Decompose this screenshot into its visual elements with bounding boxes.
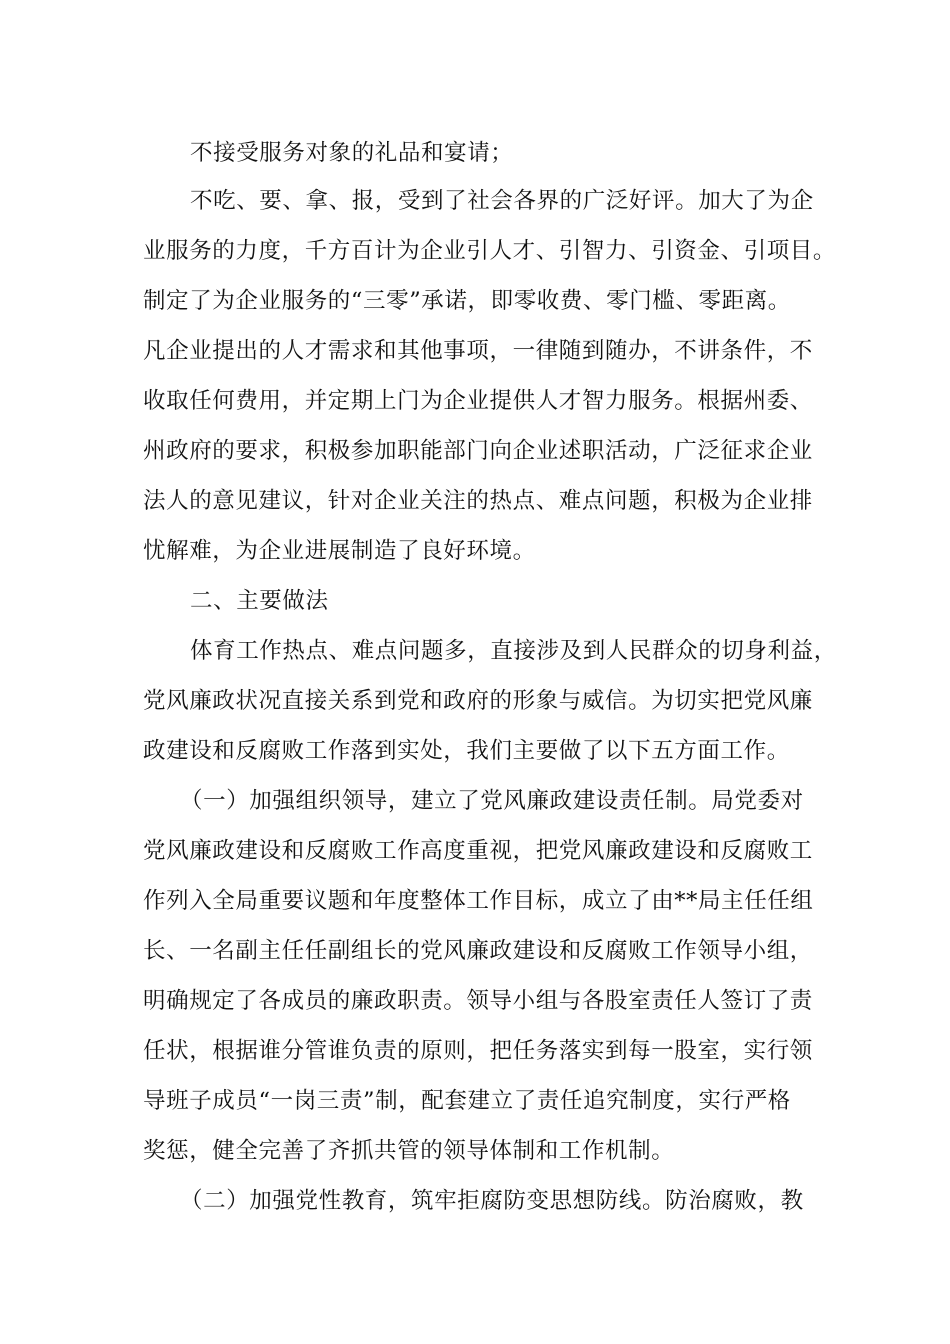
paragraph-line: 导班子成员“一岗三责”制，配套建立了责任追究制度，实行严格: [143, 1088, 791, 1114]
paragraph-line: 体育工作热点、难点问题多，直接涉及到人民群众的切身利益，: [190, 638, 837, 664]
paragraph-line: 奖惩，健全完善了齐抓共管的领导体制和工作机制。: [143, 1138, 675, 1164]
subsection-line: （二）加强党性教育，筑牢拒腐防变思想防线。防治腐败，教: [180, 1188, 804, 1214]
subsection-line: （一）加强组织领导，建立了党风廉政建设责任制。局党委对: [180, 788, 804, 814]
paragraph-line: 作列入全局重要议题和年度整体工作目标，成立了由**局主任任组: [143, 888, 814, 914]
paragraph-line: 凡企业提出的人才需求和其他事项，一律随到随办，不讲条件，不: [143, 338, 813, 364]
paragraph-line: 收取任何费用，并定期上门为企业提供人才智力服务。根据州委、: [143, 388, 813, 414]
paragraph-line: 政建设和反腐败工作落到实处，我们主要做了以下五方面工作。: [143, 738, 790, 764]
paragraph-line: 业服务的力度，千方百计为企业引人才、引智力、引资金、引项目。: [143, 238, 837, 264]
paragraph-line: 党风廉政状况直接关系到党和政府的形象与威信。为切实把党风廉: [143, 688, 813, 714]
paragraph-line: 州政府的要求，积极参加职能部门向企业述职活动，广泛征求企业: [143, 438, 813, 464]
paragraph-line: 不吃、要、拿、报，受到了社会各界的广泛好评。加大了为企: [190, 188, 814, 214]
paragraph-line: 党风廉政建设和反腐败工作高度重视，把党风廉政建设和反腐败工: [143, 838, 813, 864]
paragraph-line: 忧解难，为企业进展制造了良好环境。: [143, 538, 536, 564]
paragraph-line: 不接受服务对象的礼品和宴请；: [190, 140, 514, 166]
paragraph-line: 法人的意见建议，针对企业关注的热点、难点问题，积极为企业排: [143, 488, 813, 514]
section-heading: 二、主要做法: [190, 588, 329, 614]
paragraph-line: 制定了为企业服务的“三零”承诺，即零收费、零门槛、零距离。: [143, 288, 791, 314]
paragraph-line: 任状，根据谁分管谁负责的原则，把任务落实到每一股室，实行领: [143, 1038, 813, 1064]
paragraph-line: 明确规定了各成员的廉政职责。领导小组与各股室责任人签订了责: [143, 988, 813, 1014]
paragraph-line: 长、一名副主任任副组长的党风廉政建设和反腐败工作领导小组，: [143, 938, 813, 964]
